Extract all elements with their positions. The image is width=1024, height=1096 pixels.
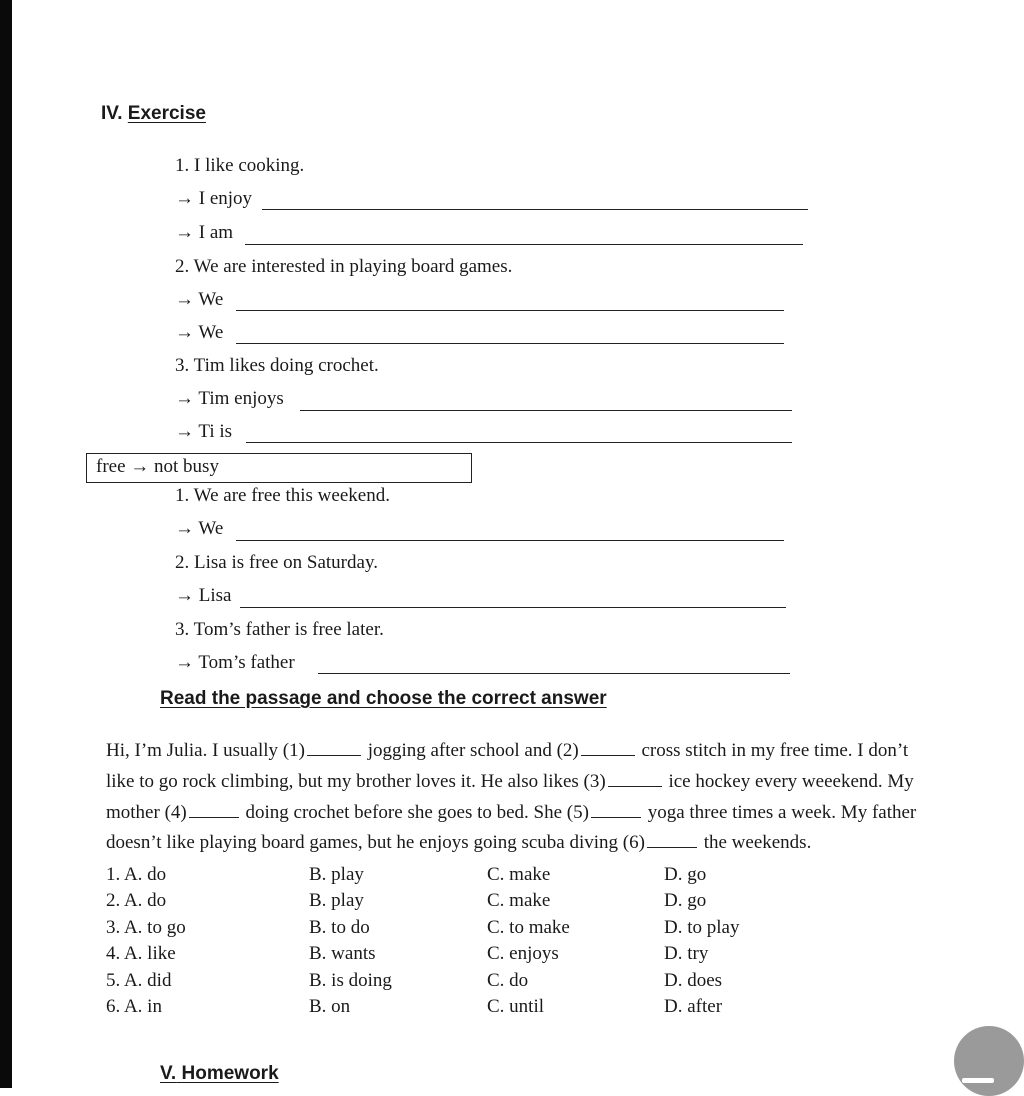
note-box-text: free → not busy [96,456,219,477]
option-1c[interactable]: C. make [487,864,551,885]
section-v-numeral: V. [160,1063,177,1084]
free-q2-prompt: → Lisa [175,585,232,606]
blank-6[interactable] [647,847,697,848]
passage-line-2: like to go rock climbing, but my brother loves it. He also likes (3) ice hockey every weeekend. My [106,771,914,792]
option-1b[interactable]: B. play [309,864,364,885]
option-3c[interactable]: C. to make [487,917,570,938]
free-q1-prompt: → We [175,518,224,539]
q2-answer-line-b[interactable] [236,343,784,344]
option-4a[interactable]: 4. A. like [106,943,176,964]
option-1a[interactable]: 1. A. do [106,864,167,885]
passage-line-4: doesn’t like playing board games, but he enjoys going scuba diving (6) the weekends. [106,832,812,853]
option-4c[interactable]: C. enjoys [487,943,559,964]
q1-prompt-b: → I am [175,222,234,243]
free-q3-answer-line[interactable] [318,673,790,674]
q3-answer-line-a[interactable] [300,410,792,411]
section-iv-heading [101,103,206,125]
option-3b[interactable]: B. to do [309,917,370,938]
q3-prompt-b: → Ti is [175,421,233,442]
q2-sentence: 2. We are interested in playing board games. [175,256,513,277]
section-iv-title: Exercise [127,103,206,124]
option-2a[interactable]: 2. A. do [106,890,167,911]
passage-line-1: Hi, I’m Julia. I usually (1) jogging after school and (2) cross stitch in my free time. I don’t [106,740,909,761]
option-3d[interactable]: D. to play [664,917,740,938]
free-q3-prompt: → Tom’s father [175,652,295,673]
q1-answer-line-a[interactable] [262,209,808,210]
option-2d[interactable]: D. go [664,890,707,911]
free-q1-answer-line[interactable] [236,540,784,541]
blank-3[interactable] [608,786,662,787]
option-5c[interactable]: C. do [487,970,529,991]
blank-4[interactable] [189,817,239,818]
floating-menu-button[interactable] [954,1026,1024,1096]
option-5d[interactable]: D. does [664,970,723,991]
option-4b[interactable]: B. wants [309,943,376,964]
free-q3-sentence: 3. Tom’s father is free later. [175,619,384,640]
q2-prompt-a: → We [175,289,224,310]
note-box [86,453,472,483]
menu-bar-icon [962,1078,994,1083]
q3-sentence: 3. Tim likes doing crochet. [175,355,379,376]
q2-answer-line-a[interactable] [236,310,784,311]
option-2c[interactable]: C. make [487,890,551,911]
blank-5[interactable] [591,817,641,818]
blank-2[interactable] [581,755,635,756]
section-iv-numeral: IV. [101,103,123,124]
free-q2-answer-line[interactable] [240,607,786,608]
option-6a[interactable]: 6. A. in [106,996,162,1017]
option-6d[interactable]: D. after [664,996,723,1017]
blank-1[interactable] [307,755,361,756]
reading-heading: Read the passage and choose the correct answer [160,688,607,709]
free-q2-sentence: 2. Lisa is free on Saturday. [175,552,378,573]
option-1d[interactable]: D. go [664,864,707,885]
q1-answer-line-b[interactable] [245,244,803,245]
free-q1-sentence: 1. We are free this weekend. [175,485,390,506]
option-5a[interactable]: 5. A. did [106,970,172,991]
section-v-heading [160,1063,279,1085]
q1-prompt-a: → I enjoy [175,188,253,209]
q2-prompt-b: → We [175,322,224,343]
q1-sentence: 1. I like cooking. [175,155,305,176]
passage-line-3: mother (4) doing crochet before she goes to bed. She (5) yoga three times a week. My father [106,802,917,823]
option-4d[interactable]: D. try [664,943,709,964]
option-5b[interactable]: B. is doing [309,970,392,991]
option-3a[interactable]: 3. A. to go [106,917,186,938]
q3-prompt-a: → Tim enjoys [175,388,284,409]
option-6c[interactable]: C. until [487,996,545,1017]
left-edge-shadow [0,0,12,1088]
section-v-title: Homework [181,1063,279,1084]
q3-answer-line-b[interactable] [246,442,792,443]
option-2b[interactable]: B. play [309,890,364,911]
option-6b[interactable]: B. on [309,996,351,1017]
